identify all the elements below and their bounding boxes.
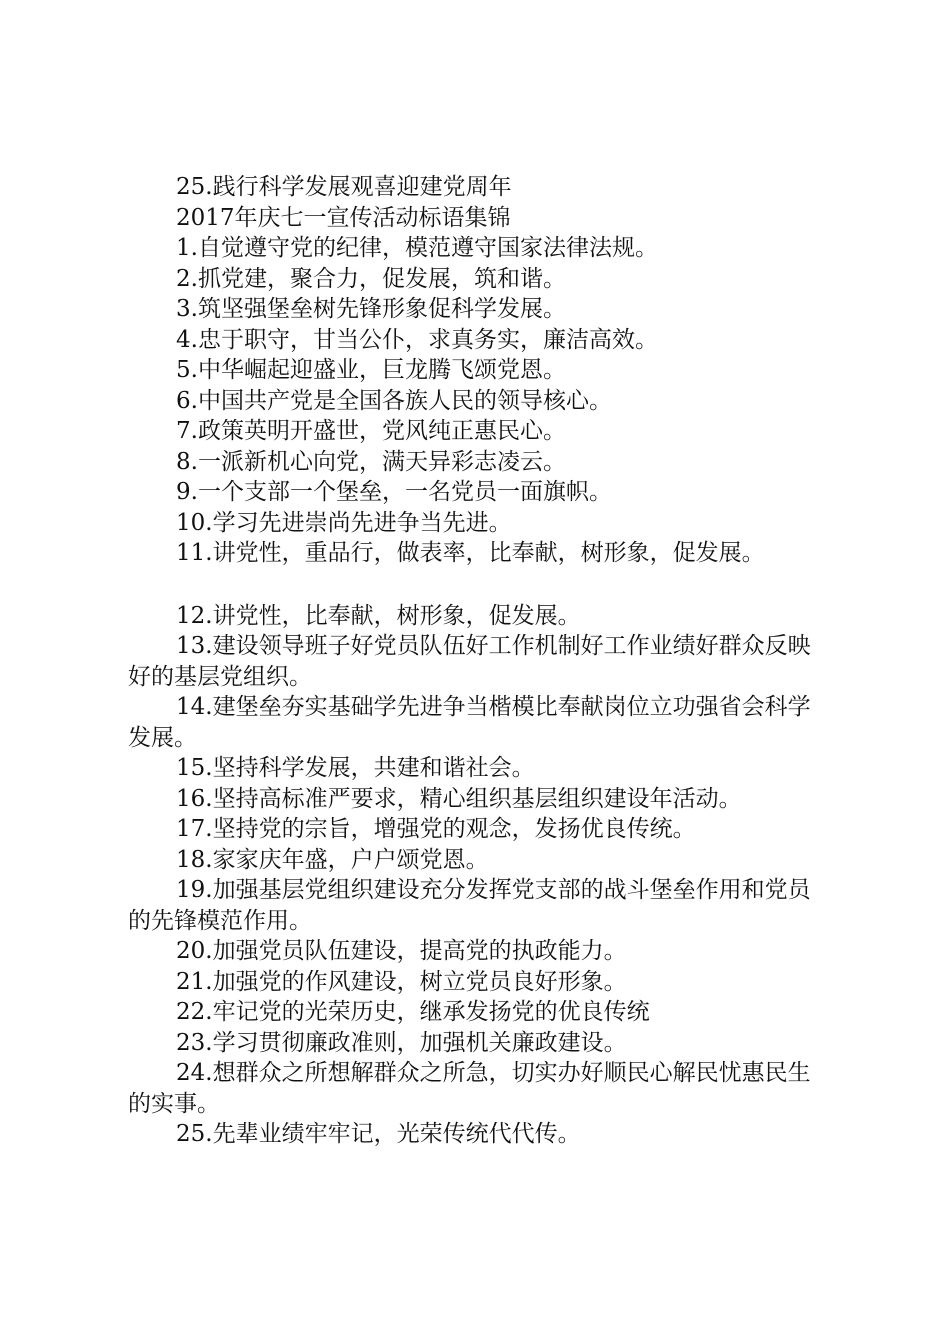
slogan-item-18: 18.家家庆年盛，户户颂党恩。	[176, 846, 489, 873]
slogan-item-23: 23.学习贯彻廉政准则，加强机关廉政建设。	[176, 1029, 627, 1056]
slogan-item-11: 11.讲党性，重品行，做表率，比奉献，树形象，促发展。	[176, 540, 765, 566]
slogan-item-1: 1.自觉遵守党的纪律，模范遵守国家法律法规。	[176, 235, 658, 261]
slogan-item-19: 19.加强基层党组织建设充分发挥党支部的战斗堡垒作用和党员的先锋模范作用。	[128, 877, 811, 934]
slogan-item-15: 15.坚持科学发展，共建和谐社会。	[176, 755, 535, 781]
slogan-item-5: 5.中华崛起迎盛业，巨龙腾飞颂党恩。	[176, 357, 566, 383]
slogan-item-7: 7.政策英明开盛世，党风纯正惠民心。	[176, 418, 566, 444]
slogan-item-22: 22.牢记党的光荣历史，继承发扬党的优良传统	[176, 999, 650, 1025]
slogan-item-25: 25.先辈业绩牢牢记，光荣传统代代传。	[176, 1121, 581, 1147]
slogan-item-2: 2.抓党建，聚合力，促发展，筑和谐。	[176, 265, 566, 292]
slogan-item-3: 3.筑坚强堡垒树先锋形象促科学发展。	[176, 296, 566, 322]
paragraph-gap	[128, 569, 833, 601]
document-body	[128, 172, 833, 1150]
slogan-item-17: 17.坚持党的宗旨，增强党的观念，发扬优良传统。	[176, 816, 696, 842]
slogan-item-12: 12.讲党性，比奉献，树形象，促发展。	[176, 602, 581, 629]
slogan-item-8: 8.一派新机心向党，满天异彩志凌云。	[176, 448, 566, 475]
slogan-item-6: 6.中国共产党是全国各族人民的领导核心。	[176, 387, 612, 414]
slogan-item-10: 10.学习先进崇尚先进争当先进。	[176, 509, 512, 536]
slogan-item-21: 21.加强党的作风建设，树立党员良好形象。	[176, 968, 627, 995]
subheading-line: 2017年庆七一宣传活动标语集锦	[176, 204, 511, 231]
slogan-item-4: 4.忠于职守，甘当公仆，求真务实，廉洁高效。	[176, 326, 658, 353]
slogan-item-16: 16.坚持高标准严要求，精心组织基层组织建设年活动。	[176, 785, 742, 812]
heading-line: 25.践行科学发展观喜迎建党周年	[176, 174, 512, 200]
slogan-item-20: 20.加强党员队伍建设，提高党的执政能力。	[176, 938, 627, 964]
slogan-item-24: 24.想群众之所想解群众之所急，切实办好顺民心解民忧惠民生的实事。	[128, 1060, 811, 1117]
slogan-item-9: 9.一个支部一个堡垒，一名党员一面旗帜。	[176, 479, 612, 505]
slogan-item-14: 14.建堡垒夯实基础学先进争当楷模比奉献岗位立功强省会科学发展。	[128, 694, 811, 751]
slogan-item-13: 13.建设领导班子好党员队伍好工作机制好工作业绩好群众反映好的基层党组织。	[128, 633, 811, 690]
